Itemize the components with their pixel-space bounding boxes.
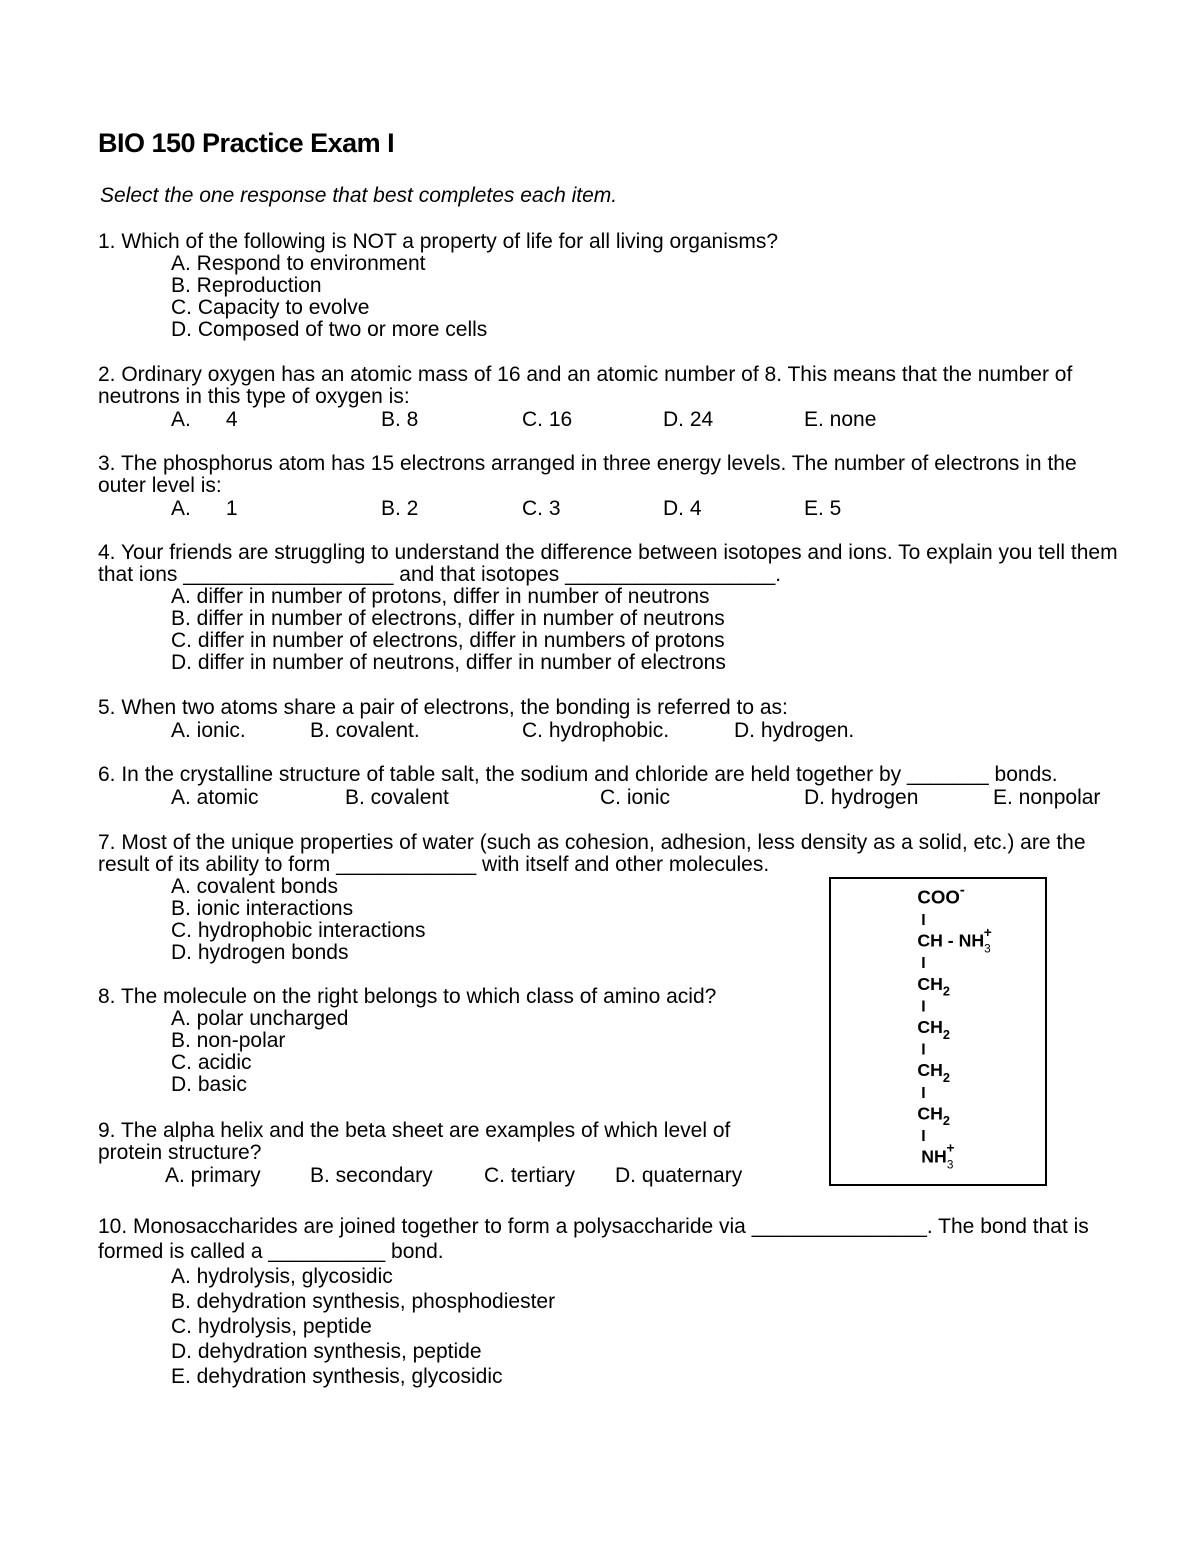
question-5: [98, 697, 1118, 743]
answer-option[interactable]: C. hydrophobic interactions: [171, 919, 426, 942]
bond-line: I: [921, 998, 926, 1016]
answer-option[interactable]: B. ionic interactions: [171, 897, 354, 920]
question-8: [98, 986, 798, 1096]
answer-option[interactable]: D. 4: [663, 497, 702, 520]
question-stem: 4. Your friends are struggling to understand the difference between isotopes and ions. To explain you tell them that ions __________________ and that isotopes __________________.: [98, 541, 1118, 586]
question-1: [98, 231, 1118, 341]
answer-row: [98, 787, 1118, 810]
answer-option[interactable]: C. 16: [522, 408, 573, 431]
answer-option[interactable]: A. atomic: [171, 786, 259, 809]
answer-option[interactable]: A. Respond to environment: [171, 252, 426, 275]
bond-line: I: [921, 911, 926, 929]
answer-option[interactable]: A. covalent bonds: [171, 875, 338, 898]
answer-option[interactable]: C. 3: [522, 497, 561, 520]
page-title: BIO 150 Practice Exam I: [98, 128, 395, 158]
answer-option[interactable]: D. differ in number of neutrons, differ in number of electrons: [171, 651, 726, 674]
question-stem: 5. When two atoms share a pair of electrons, the bonding is referred to as:: [98, 696, 788, 719]
answer-row: [98, 498, 1118, 521]
answer-option[interactable]: C. ionic: [600, 786, 671, 809]
answer-option[interactable]: B. covalent: [345, 786, 449, 809]
alpha-carbon-group: CH - $NH_3+$: [917, 924, 992, 956]
answer-option[interactable]: D. hydrogen bonds: [171, 941, 349, 964]
bond-line: I: [921, 1084, 926, 1102]
answer-option[interactable]: A. ionic.: [171, 719, 246, 742]
question-4: [98, 542, 1118, 674]
carboxylate-group: COO-: [917, 882, 965, 908]
answer-option[interactable]: C. hydrolysis, peptide: [171, 1315, 372, 1338]
answer-option[interactable]: B. non-polar: [171, 1029, 286, 1052]
molecule-structure: [831, 879, 1045, 1184]
question-stem: 2. Ordinary oxygen has an atomic mass of 16 and an atomic number of 8. This means that the number of neutrons in this type of oxygen is:: [98, 363, 1073, 408]
answer-option[interactable]: B. differ in number of electrons, differ in number of neutrons: [171, 607, 725, 630]
question-stem: 10. Monosaccharides are joined together to form a polysaccharide via _______________. The bond that is formed is called a __________ bond.: [98, 1215, 1089, 1263]
answer-option[interactable]: D. hydrogen: [804, 786, 919, 809]
answer-option[interactable]: C. Capacity to evolve: [171, 296, 370, 319]
answer-option[interactable]: D. basic: [171, 1073, 247, 1096]
question-stem: 3. The phosphorus atom has 15 electrons arranged in three energy levels. The number of electrons in the outer level is:: [98, 452, 1077, 497]
answer-option[interactable]: D. Composed of two or more cells: [171, 318, 488, 341]
answer-option[interactable]: B. dehydration synthesis, phosphodiester: [171, 1290, 556, 1313]
terminal-ammonium-group: $NH_3+$: [921, 1140, 955, 1172]
question-9: [98, 1120, 778, 1188]
question-10: [98, 1214, 1128, 1389]
answer-row: [98, 1165, 778, 1188]
instructions: Select the one response that best completes each item.: [100, 184, 618, 207]
question-3: [98, 453, 1118, 521]
answer-option[interactable]: A. 4: [171, 408, 238, 431]
answer-option[interactable]: A. polar uncharged: [171, 1007, 349, 1030]
answer-option[interactable]: E. 5: [804, 497, 842, 520]
answer-option[interactable]: B. Reproduction: [171, 274, 322, 297]
question-stem: 1. Which of the following is NOT a property of life for all living organisms?: [98, 230, 779, 253]
answer-option[interactable]: B. 8: [381, 408, 419, 431]
methylene-group: $CH_2$: [917, 1016, 950, 1042]
answer-option[interactable]: B. secondary: [310, 1164, 433, 1187]
bond-line: I: [921, 955, 926, 973]
question-6: [98, 764, 1118, 810]
answer-option[interactable]: D. 24: [663, 408, 714, 431]
question-stem: 9. The alpha helix and the beta sheet are examples of which level of protein structure?: [98, 1119, 731, 1164]
methylene-group: $CH_2$: [917, 1103, 950, 1129]
answer-option[interactable]: D. hydrogen.: [734, 719, 855, 742]
answer-option[interactable]: C. acidic: [171, 1051, 252, 1074]
answer-option[interactable]: C. differ in number of electrons, differ in numbers of protons: [171, 629, 725, 652]
methylene-group: $CH_2$: [917, 1060, 950, 1086]
answer-option[interactable]: E. none: [804, 408, 877, 431]
answer-option[interactable]: D. dehydration synthesis, peptide: [171, 1340, 482, 1363]
answer-option[interactable]: A. 1: [171, 497, 238, 520]
answer-option[interactable]: E. nonpolar: [993, 786, 1101, 809]
question-stem: 8. The molecule on the right belongs to which class of amino acid?: [98, 985, 717, 1008]
answer-option[interactable]: E. dehydration synthesis, glycosidic: [171, 1365, 503, 1388]
question-2: [98, 364, 1118, 432]
question-stem: 7. Most of the unique properties of water (such as cohesion, adhesion, less density as a solid, etc.) are the result of its ability to form ____________ with itself and other molecules.: [98, 831, 1086, 876]
answer-row: [98, 720, 1118, 743]
answer-option[interactable]: D. quaternary: [615, 1164, 743, 1187]
answer-option[interactable]: A. primary: [165, 1164, 261, 1187]
question-stem: 6. In the crystalline structure of table salt, the sodium and chloride are held together by _______ bonds.: [98, 763, 1058, 786]
answer-option[interactable]: B. 2: [381, 497, 419, 520]
amino-acid-diagram: [829, 877, 1047, 1186]
bond-line: I: [921, 1127, 926, 1145]
answer-row: [98, 409, 1118, 432]
answer-option[interactable]: A. differ in number of protons, differ in number of neutrons: [171, 585, 710, 608]
bond-line: I: [921, 1041, 926, 1059]
answer-option[interactable]: B. covalent.: [310, 719, 420, 742]
answer-option[interactable]: C. hydrophobic.: [522, 719, 670, 742]
answer-option[interactable]: C. tertiary: [484, 1164, 576, 1187]
methylene-group: $CH_2$: [917, 973, 950, 999]
answer-option[interactable]: A. hydrolysis, glycosidic: [171, 1265, 393, 1288]
